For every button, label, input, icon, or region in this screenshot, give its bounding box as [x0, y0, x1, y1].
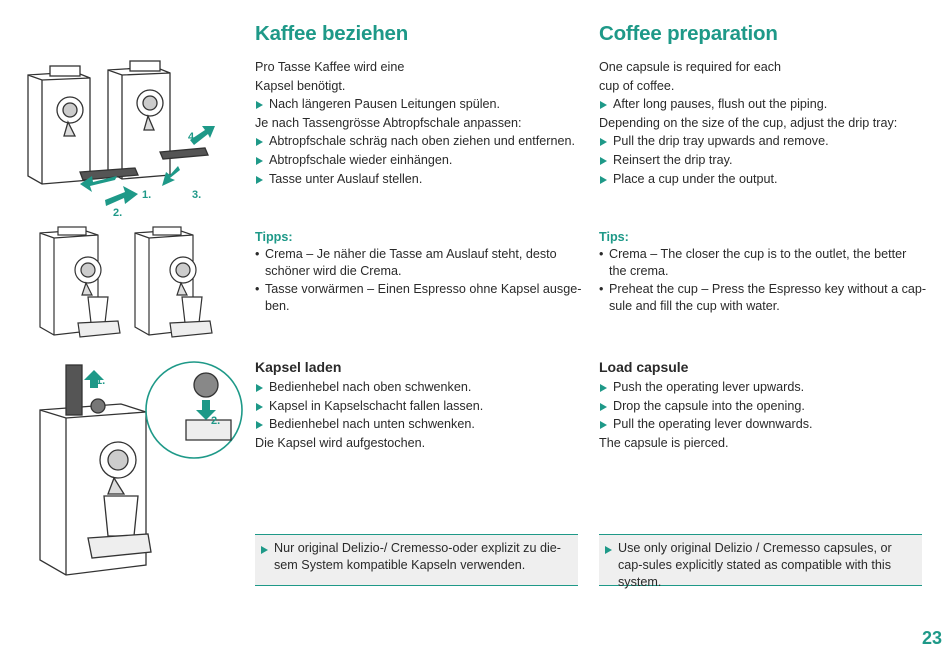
load-block-de [255, 357, 483, 452]
tips-title: Tipps: [255, 230, 293, 244]
tray-step-3-label: 3. [192, 189, 202, 201]
load-step-2: Kapsel in Kapselschacht fallen lassen. [255, 397, 483, 416]
tips-title: Tips: [599, 230, 629, 244]
page-number: 23 [921, 628, 942, 648]
capsule-loading-illustration [36, 360, 246, 582]
tray-step-1-label: 1. [142, 189, 152, 201]
intro-block-en [599, 58, 897, 188]
intro-line-1: Pro Tasse Kaffee wird eine [255, 60, 405, 74]
intro-line-1: One capsule is required for each [599, 60, 782, 74]
load-result: Die Kapsel wird aufgestochen. [255, 435, 426, 450]
step-3: Place a cup under the output. [599, 170, 897, 189]
section-title: Load capsule [599, 359, 689, 375]
load-result: The capsule is pierced. [599, 435, 729, 450]
step-flush: Nach längeren Pausen Leitungen spülen. [255, 95, 575, 114]
step-3: Tasse unter Auslauf stellen. [255, 170, 575, 189]
note-text: Use only original Delizio / Cremesso capsules, or cap-sules explicitly stated as compatible with this system. [604, 540, 918, 591]
step-2: Abtropfschale wieder einhängen. [255, 151, 575, 170]
tip-item: • Crema – The closer the cup is to the outlet, the better the crema. [599, 246, 926, 279]
load-step-1: Bedienhebel nach oben schwenken. [255, 378, 483, 397]
page-title-de: Kaffee beziehen [255, 22, 409, 45]
page-title-en: Coffee preparation [599, 22, 778, 45]
load-step-3: Bedienhebel nach unten schwenken. [255, 415, 483, 434]
tips-block-en [599, 228, 926, 316]
capsule-step-1-label: 1. [96, 375, 106, 387]
step-flush: After long pauses, flush out the piping. [599, 95, 897, 114]
tip-item: • Tasse vorwärmen – Einen Espresso ohne Kapsel ausge- ben. [255, 281, 581, 314]
tip-item: • Crema – Je näher die Tasse am Auslauf steht, desto schöner wird die Crema. [255, 246, 581, 279]
tray-step-2-label: 2. [113, 207, 123, 219]
adjust-line: Depending on the size of the cup, adjust the drip tray: [599, 115, 898, 130]
note-box-en [599, 534, 922, 589]
load-block-en [599, 357, 813, 452]
tips-block-de [255, 228, 581, 316]
capsule-step-2-label: 2. [211, 415, 221, 427]
intro-block-de [255, 58, 575, 188]
note-box-de [255, 534, 578, 586]
tray-step-4-label: 4. [188, 131, 198, 143]
intro-line-2: cup of coffee. [599, 78, 675, 93]
step-1: Abtropfschale schräg nach oben ziehen und entfernen. [255, 132, 575, 151]
step-2: Reinsert the drip tray. [599, 151, 897, 170]
load-step-3: Pull the operating lever downwards. [599, 415, 813, 434]
step-1: Pull the drip tray upwards and remove. [599, 132, 897, 151]
load-step-2: Drop the capsule into the opening. [599, 397, 813, 416]
note-text: Nur original Delizio-/ Cremesso-oder explizit zu die-sem System kompatible Kapseln verwenden. [260, 540, 574, 574]
load-step-1: Push the operating lever upwards. [599, 378, 813, 397]
intro-line-2: Kapsel benötigt. [255, 78, 346, 93]
drip-tray-illustration [20, 60, 220, 220]
tip-item: • Preheat the cup – Press the Espresso key without a cap- sule and fill the cup with water. [599, 281, 926, 314]
cup-position-illustration [38, 225, 228, 350]
adjust-line: Je nach Tassengrösse Abtropfschale anpassen: [255, 115, 522, 130]
section-title: Kapsel laden [255, 359, 342, 375]
